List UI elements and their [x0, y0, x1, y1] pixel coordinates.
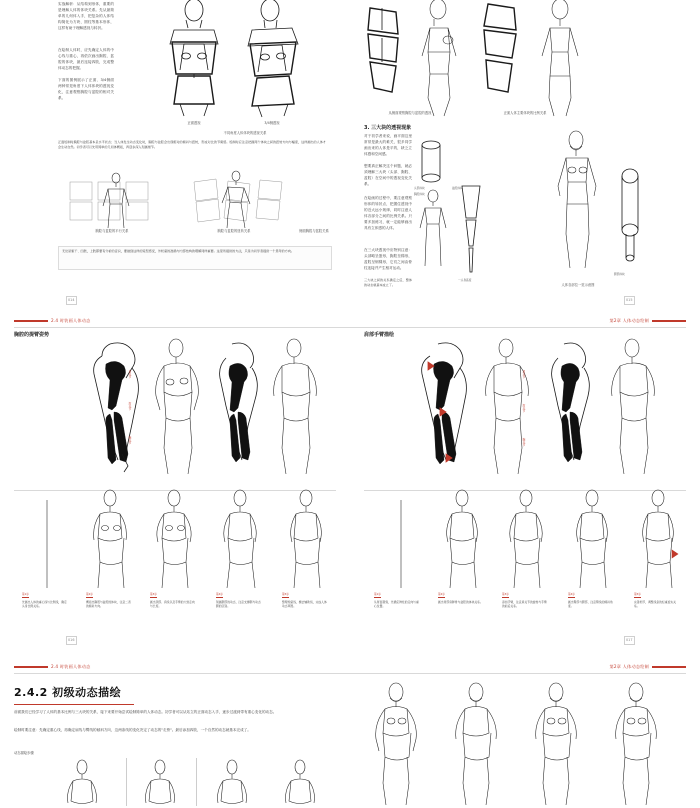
header-rule	[14, 673, 686, 674]
accent-bar	[14, 320, 48, 322]
figure-label: 头部体块	[414, 186, 425, 190]
figure-label: 胸腔体块	[414, 192, 425, 196]
figure-step-2	[82, 490, 140, 590]
step-tag: 第4步	[216, 593, 223, 596]
figure-caption: 正面人体主要体块的比例关系	[503, 111, 547, 115]
step-caption: 从背面观察，先确定脊柱的走向与重心位置。	[374, 600, 419, 609]
arm-label: 腕关节	[522, 438, 526, 447]
spread-2	[0, 318, 700, 648]
footer-note: 无论是躯干、四肢，上肢都要有分析的意识，要做到这样的造型感受，外轮廓的准确与内部结构的理解同样重要。这里所提供的方法，只是为初学者提供一个思考的方向。	[62, 249, 295, 253]
figure-caption: 正面透视	[187, 121, 201, 125]
figure-step-5-back	[632, 490, 688, 590]
column-title-left: 胸腔的提臂姿势	[14, 332, 50, 338]
column-title-right: 肩部手臂描绘	[364, 332, 395, 338]
figure-body-contour-4	[598, 340, 668, 474]
figure-caption: 胸腔与盆腔的平行关系	[95, 229, 129, 233]
figure-bottom-step-4	[276, 760, 326, 808]
figure-twisted-body-outline	[214, 170, 258, 230]
step-tag: 第2步	[86, 593, 93, 596]
figure-front-pose-4	[602, 682, 674, 806]
figure-front-pose-1	[362, 682, 434, 806]
figure-label: 腿部体块	[614, 272, 625, 276]
figure-proportion-body	[416, 190, 450, 270]
step-caption: 画出臀部与腿部，注意臀线的倾斜角度。	[568, 600, 613, 609]
body-paragraph: 绘制时要注意：先确定重心线，再确定肩线与臀线的倾斜方向，这两条线的变化决定了动态的"走势"。最后添加四肢，一个自然的动态就基本完成了。	[14, 728, 251, 732]
figure-step-5	[280, 490, 336, 590]
sub-caption: 动态描绘步骤	[14, 751, 34, 755]
spread-1	[0, 0, 700, 312]
figure-block-three-quarter-back	[474, 2, 526, 108]
figure-front-pose-2	[442, 682, 514, 806]
step-tag: 第5步	[634, 593, 641, 596]
figure-step-3-back	[500, 490, 556, 590]
figure-female-side-body	[412, 0, 468, 118]
heading-text: 初级动态描绘	[52, 686, 122, 699]
figure-caption: 人体各部位一览示意图	[561, 283, 595, 287]
step-tag: 第1步	[22, 593, 29, 596]
accent-bar	[14, 666, 48, 668]
running-head-text: 第2章 人体动态绘制	[609, 664, 649, 669]
figure-caption: 胸腔与盆腔的扭转关系	[217, 229, 251, 233]
step-tag: 第2步	[438, 593, 445, 596]
page-number: 015	[626, 298, 633, 302]
figure-caption: 不同角度人体体块的透视关系	[223, 131, 267, 135]
body-paragraph: 在三大块透视中应特别注意：头部略呈蛋形，胸腔呈梯形，盆腔呈倒梯形，它们之间由脊柱连接并产生相对运动。	[364, 248, 412, 270]
guide-line	[126, 758, 127, 806]
figure-body-contour-1	[146, 340, 212, 474]
step-tag: 第3步	[502, 593, 509, 596]
step-caption: 画出颈部、肩线以及手臂的大致走向与长度。	[150, 600, 195, 609]
figure-female-body-outline	[96, 172, 136, 230]
section-heading: 3. 三大块的透视现象	[364, 125, 412, 131]
figure-arm-skeleton-back-1	[408, 342, 484, 472]
body-paragraph: 下面的图例展示了正面、3/4侧面两种常见角度下人体体块的透视变化，注意观察胸腔与盆腔的相对关系。	[58, 78, 114, 100]
figure-caption: 从侧面观察胸腔与盆腔的透视	[388, 111, 432, 115]
body-paragraph: 在绘画的过程中，要注意观察形体的转折点，把握住透视中的近大远小规律，同时注意人体各部分之间的比例关系。只要多加练习，就一定能够画出具有立体感的人体。	[364, 196, 412, 230]
figure-label: 一头身高度	[458, 278, 472, 282]
spread-3-right-page	[350, 678, 700, 806]
body-paragraph: 实战解析：从结构到形体，重要的是理解人体的体块关系。先从最简单的几何体入手，把复杂的人体结构简化为方块、圆柱等基本形体，这样有助于理解透视与转折。	[58, 2, 114, 30]
page-number: 016	[68, 638, 75, 642]
step-caption: 整理轮廓线，擦去辅助线，完成人体动态草图。	[282, 600, 327, 609]
page-number: 017	[626, 638, 633, 642]
step-caption: 先画出人体的重心线与比例线，确定头身比例关系。	[22, 600, 67, 609]
arm-label: 肘关节	[128, 402, 132, 411]
page-title	[14, 684, 121, 700]
figure-body-contour-2	[262, 340, 330, 474]
figure-caption: 侧面胸腔与盆腔关系	[299, 229, 329, 233]
accent-bar	[652, 666, 686, 668]
figure-front-pose-3	[522, 682, 594, 806]
step-caption: 概括出胸腔与盆腔的体块，注意二者的倾斜方向。	[86, 600, 131, 609]
step-tag: 第1步	[374, 593, 381, 596]
figure-step-4	[212, 490, 270, 590]
arm-label: 肩关节	[128, 370, 132, 379]
figure-label: 盆腔体块	[452, 186, 463, 190]
figure-bottom-step-3	[208, 760, 258, 808]
running-head-text: 第2章 人体动态绘制	[609, 318, 649, 323]
heading-underline	[14, 704, 134, 705]
figure-step-3	[146, 490, 204, 590]
figure-torso-block-three-quarter	[236, 0, 308, 118]
body-paragraph: 对于初学者来说，画平面这里常常是最大的难关，很多同学画出来的人体是平的，缺乏立体感和空间感。	[364, 134, 412, 156]
figure-fashion-figure	[546, 130, 608, 272]
page-number: 014	[68, 298, 75, 302]
running-head-text: 2.4 时装画人体动态	[51, 664, 91, 669]
step-tag: 第5步	[282, 593, 289, 596]
spread-2-left-page	[0, 340, 350, 648]
guide-line	[196, 758, 197, 806]
running-head-right	[610, 318, 687, 324]
figure-body-contour-3	[476, 340, 540, 474]
step-tag: 第4步	[568, 593, 575, 596]
accent-bar	[652, 320, 686, 322]
figure-bottom-step-2	[136, 760, 186, 808]
figure-step-2-back	[436, 490, 492, 590]
body-paragraph: 在绘制人体时，应先确定人体的中心线与重心，再依次画出胸腔、盆腔的体块，最后连接四肢，完成整体动态的把握。	[58, 48, 114, 70]
step-caption: 完善细节，调整线条的轻重虚实关系。	[634, 600, 676, 609]
running-head-left	[14, 318, 91, 324]
step-tag: 第3步	[150, 593, 157, 596]
figure-step-4-back	[566, 490, 622, 590]
running-head-left	[14, 664, 91, 670]
figure-step-1-back	[376, 498, 426, 590]
spread-1-left-page	[0, 0, 350, 312]
arm-label: 肩关节	[522, 370, 526, 379]
step-caption: 添加手臂，注意肩关节的旋转与手臂的前后关系。	[502, 600, 547, 609]
figure-female-back-body	[532, 0, 588, 118]
arm-label: 腕关节	[128, 436, 132, 445]
arm-label: 肘关节	[522, 404, 526, 413]
running-head-text: 2.4 时装画人体动态	[51, 318, 91, 323]
spread-1-right-page	[350, 0, 700, 312]
figure-step-1	[20, 498, 74, 590]
body-paragraph: 前面我们已经学习了人体的基本比例与三大块的关系，接下来要开始尝试绘制简单的人体动态。初学者可以从站立的正面动态入手，逐步过渡到带有重心变化的动态。	[14, 710, 277, 714]
spread-2-right-page	[350, 340, 700, 648]
figure-torso-block-front	[160, 0, 228, 118]
step-caption: 刻画腿部的动态，注意支撑腿与动态腿的区别。	[216, 600, 261, 609]
step-caption: 画出背部肩胛骨与盆腔的体块关系。	[438, 600, 483, 604]
figure-side-block	[362, 4, 406, 108]
figure-caption: 3/4侧透视	[264, 121, 280, 125]
figure-bottom-step-1	[58, 760, 108, 808]
figure-cylinder-block	[420, 140, 442, 184]
heading-number: 2.4.2	[14, 686, 48, 699]
footer-note: 三大块之间的关系确定之后，整体的动态就基本成立了。	[364, 278, 412, 287]
figure-arm-skeleton-front	[80, 342, 156, 472]
figure-tapered-blocks	[458, 184, 484, 276]
header-rule	[14, 327, 686, 328]
figure-leg-block	[618, 168, 642, 264]
body-paragraph: 想要真正解决这个问题，就必须理解三大块（头部、胸腔、盆腔）在空间中的透视变化关系。	[364, 164, 412, 186]
spread-3	[0, 660, 700, 806]
running-head-right	[610, 664, 687, 670]
note-paragraph: 正面绘制时胸腔与盆腔基本呈水平状态；当人体发生动态变化时，胸腔与盆腔会出现相对的倾斜与扭转，形成对比的节奏感。绘制时应注意把握两个体块之间的扭转方向与幅度，这样画出的人体才会生动自然。初学者可以先用简单的几何体概括，再逐步深入刻画细节。	[58, 140, 326, 149]
spread-3-left-page	[0, 678, 350, 806]
